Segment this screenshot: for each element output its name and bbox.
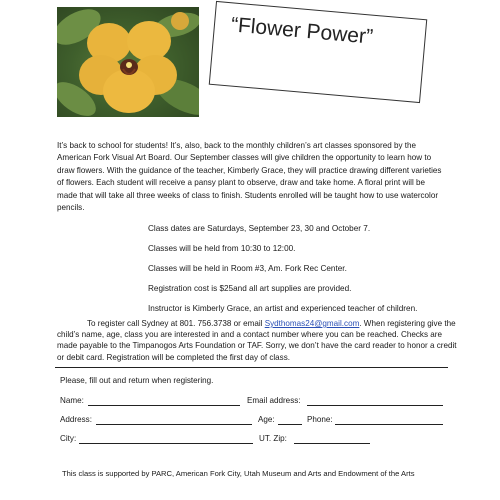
section-divider xyxy=(55,367,448,368)
intro-paragraph: It’s back to school for students! It’s, also, back to the monthly children’s art classes sponsored by the American Fork Visual Art Board. Our September classes will give children the opportunity to learn how to draw flowers. With the guidance of the teacher, Kimberly Grace, they will practice drawing different varieties of flowers. Each student will receive a pansy plant to observe, draw and take home. A floral print will be made that will take all three weeks of class to finish. Students enrolled will be taught how to use watercolor pencils. xyxy=(57,141,442,213)
class-dates: Class dates are Saturdays, September 23, 30 and October 7. xyxy=(148,224,371,233)
age-label: Age: xyxy=(258,415,275,424)
class-time: Classes will be held from 10:30 to 12:00. xyxy=(148,244,296,253)
address-label: Address: xyxy=(60,415,92,424)
registration-lead: To register call Sydney at 801. 756.3738 or email xyxy=(87,319,265,328)
footer-note: This class is supported by PARC, American Fork City, Utah Museum and Arts and Endowment of the Arts xyxy=(62,469,415,478)
class-instructor: Instructor is Kimberly Grace, an artist and experienced teacher of children. xyxy=(148,304,418,313)
class-cost: Registration cost is $25and all art supplies are provided. xyxy=(148,284,352,293)
age-field[interactable] xyxy=(278,424,302,425)
email-link[interactable]: Sydthomas24@gmail.com xyxy=(264,319,360,328)
pansy-photo xyxy=(57,7,199,117)
page-title: “Flower Power” xyxy=(230,13,374,49)
pansy-illustration xyxy=(57,7,199,117)
name-field[interactable] xyxy=(88,405,240,406)
class-details xyxy=(148,224,468,324)
title-box xyxy=(209,1,428,103)
registration-paragraph xyxy=(57,318,457,363)
form-intro: Please, fill out and return when registering. xyxy=(60,376,214,385)
city-field[interactable] xyxy=(79,443,253,444)
phone-label: Phone: xyxy=(307,415,333,424)
address-field[interactable] xyxy=(96,424,252,425)
email-label: Email address: xyxy=(247,396,301,405)
class-location: Classes will be held in Room #3, Am. Fork Rec Center. xyxy=(148,264,347,273)
email-field[interactable] xyxy=(307,405,443,406)
city-label: City: xyxy=(60,434,77,443)
ut-zip-label: UT. Zip: xyxy=(259,434,287,443)
zip-field[interactable] xyxy=(294,443,370,444)
name-label: Name: xyxy=(60,396,84,405)
registration-rest: . When registering give the child’s name, age, class you are interested in and a contact number where you can be reached. Checks are made payable to the Timpanogos Arts Foundation or TAF. Sorry, we don’t have the card reader to honor a credit or debit card. Registration will be completed the first day of class. xyxy=(57,319,457,362)
phone-field[interactable] xyxy=(335,424,443,425)
